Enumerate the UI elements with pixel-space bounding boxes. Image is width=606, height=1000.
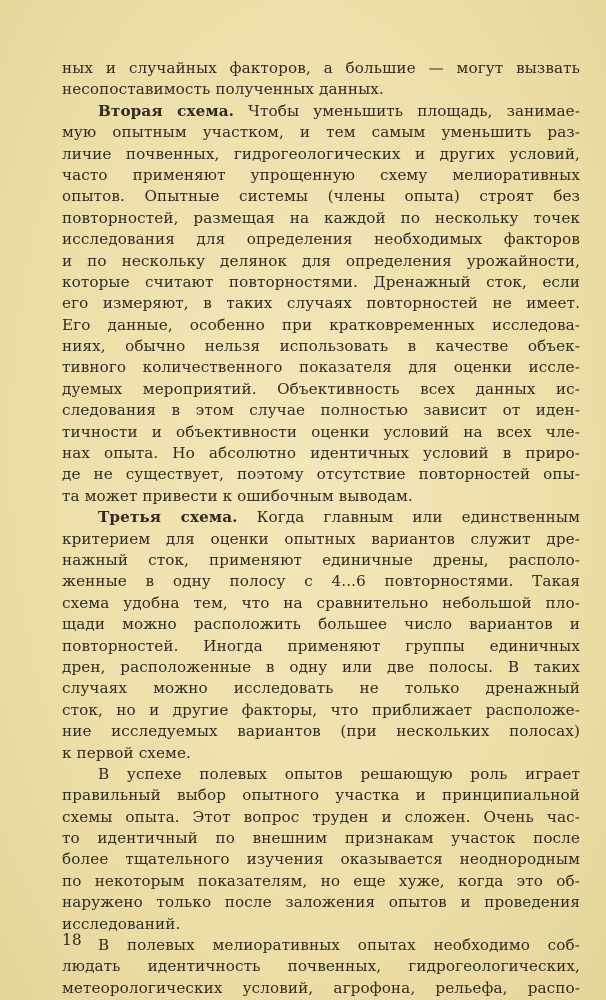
text-line: опытов. Опытные системы (члены опыта) строят без [62, 187, 580, 206]
text-line: более тщательного изучения оказывается неоднородным [62, 850, 580, 869]
text-line: к первой схеме. [62, 743, 191, 762]
text-line: метеорологических условий, агрофона, рельефа, распо- [62, 978, 580, 997]
text-line: которые считают повторностями. Дренажный сток, если [62, 272, 580, 291]
text-line: схема удобна тем, что на сравнительно небольшой пло- [62, 593, 580, 612]
text-line: исследования для определения необходимых факторов [62, 230, 580, 249]
text-line: дрен, расположенные в одну или две полосы. В таких [62, 657, 580, 676]
text-line: та может привести к ошибочным выводам. [62, 486, 413, 505]
text-line: ние исследуемых вариантов (при нескольких полосах) [62, 722, 580, 741]
text-line: щади можно расположить большее число вариантов и [62, 615, 580, 634]
section-heading-third-scheme: Третья схема. [98, 508, 238, 527]
text-line: схемы опыта. Этот вопрос труден и сложен. Очень час- [62, 807, 580, 826]
text-line: ниях, обычно нельзя использовать в качестве объек- [62, 337, 580, 356]
text-line: дуемых мероприятий. Объективность всех данных ис- [62, 379, 580, 398]
text-line: мую опытным участком, и тем самым уменьшить раз- [62, 123, 580, 142]
paragraph-start-line: В успехе полевых опытов решающую роль играет [98, 764, 580, 783]
text-line: то идентичный по внешним признакам участок после [62, 829, 580, 848]
text-line: несопоставимость полученных данных. [62, 80, 384, 99]
text-line: людать идентичность почвенных, гидрогеологических, [62, 957, 580, 976]
text-line: сток, но и другие факторы, что приближает расположе- [62, 700, 580, 719]
text-line: ных и случайных факторов, а большие — могут вызвать [62, 59, 580, 77]
text-line: нажный сток, применяют единичные дрены, располо- [62, 550, 580, 569]
page-body-text [62, 58, 580, 999]
text-line: Его данные, особенно при кратковременных исследова- [62, 315, 580, 334]
text-fragment: Чтобы уменьшить площадь, занимае- [248, 101, 580, 120]
text-line: де не существует, поэтому отсутствие повторностей опы- [62, 465, 580, 484]
text-line: тичности и объективности оценки условий на всех чле- [62, 422, 580, 441]
section-heading-second-scheme: Вторая схема. [98, 101, 235, 120]
text-line: нах опыта. Но абсолютно идентичных условий в приро- [62, 444, 580, 463]
paragraph-start-line: В полевых мелиоративных опытах необходимо соб- [98, 936, 580, 955]
page-number: 18 [62, 931, 82, 949]
text-fragment: Когда главным или единственным [256, 508, 581, 527]
text-line: часто применяют упрощенную схему мелиоративных [62, 165, 580, 184]
text-line: исследований. [62, 914, 181, 933]
text-line: личие почвенных, гидрогеологических и других условий, [62, 144, 580, 163]
paragraph-start-line [62, 101, 580, 122]
text-line: повторностей. Иногда применяют группы единичных [62, 636, 580, 655]
text-line: по некоторым показателям, но еще хуже, когда это об- [62, 871, 580, 890]
text-line: следования в этом случае полностью зависит от иден- [62, 401, 580, 420]
text-line: и по нескольку делянок для определения урожайности, [62, 251, 580, 270]
text-line: наружено только после заложения опытов и проведения [62, 893, 580, 912]
text-line: женные в одну полосу с 4...6 повторностями. Такая [62, 572, 580, 591]
text-line: тивного количественного показателя для оценки иссле- [62, 358, 580, 377]
text-line: повторностей, размещая на каждой по нескольку точек [62, 208, 580, 227]
paragraph-start-line [62, 507, 580, 528]
text-line: его измеряют, в таких случаях повторностей не имеет. [62, 294, 580, 313]
text-line: критерием для оценки опытных вариантов служит дре- [62, 529, 580, 548]
text-line: случаях можно исследовать не только дренажный [62, 679, 580, 698]
text-line: правильный выбор опытного участка и принципиальной [62, 786, 580, 805]
